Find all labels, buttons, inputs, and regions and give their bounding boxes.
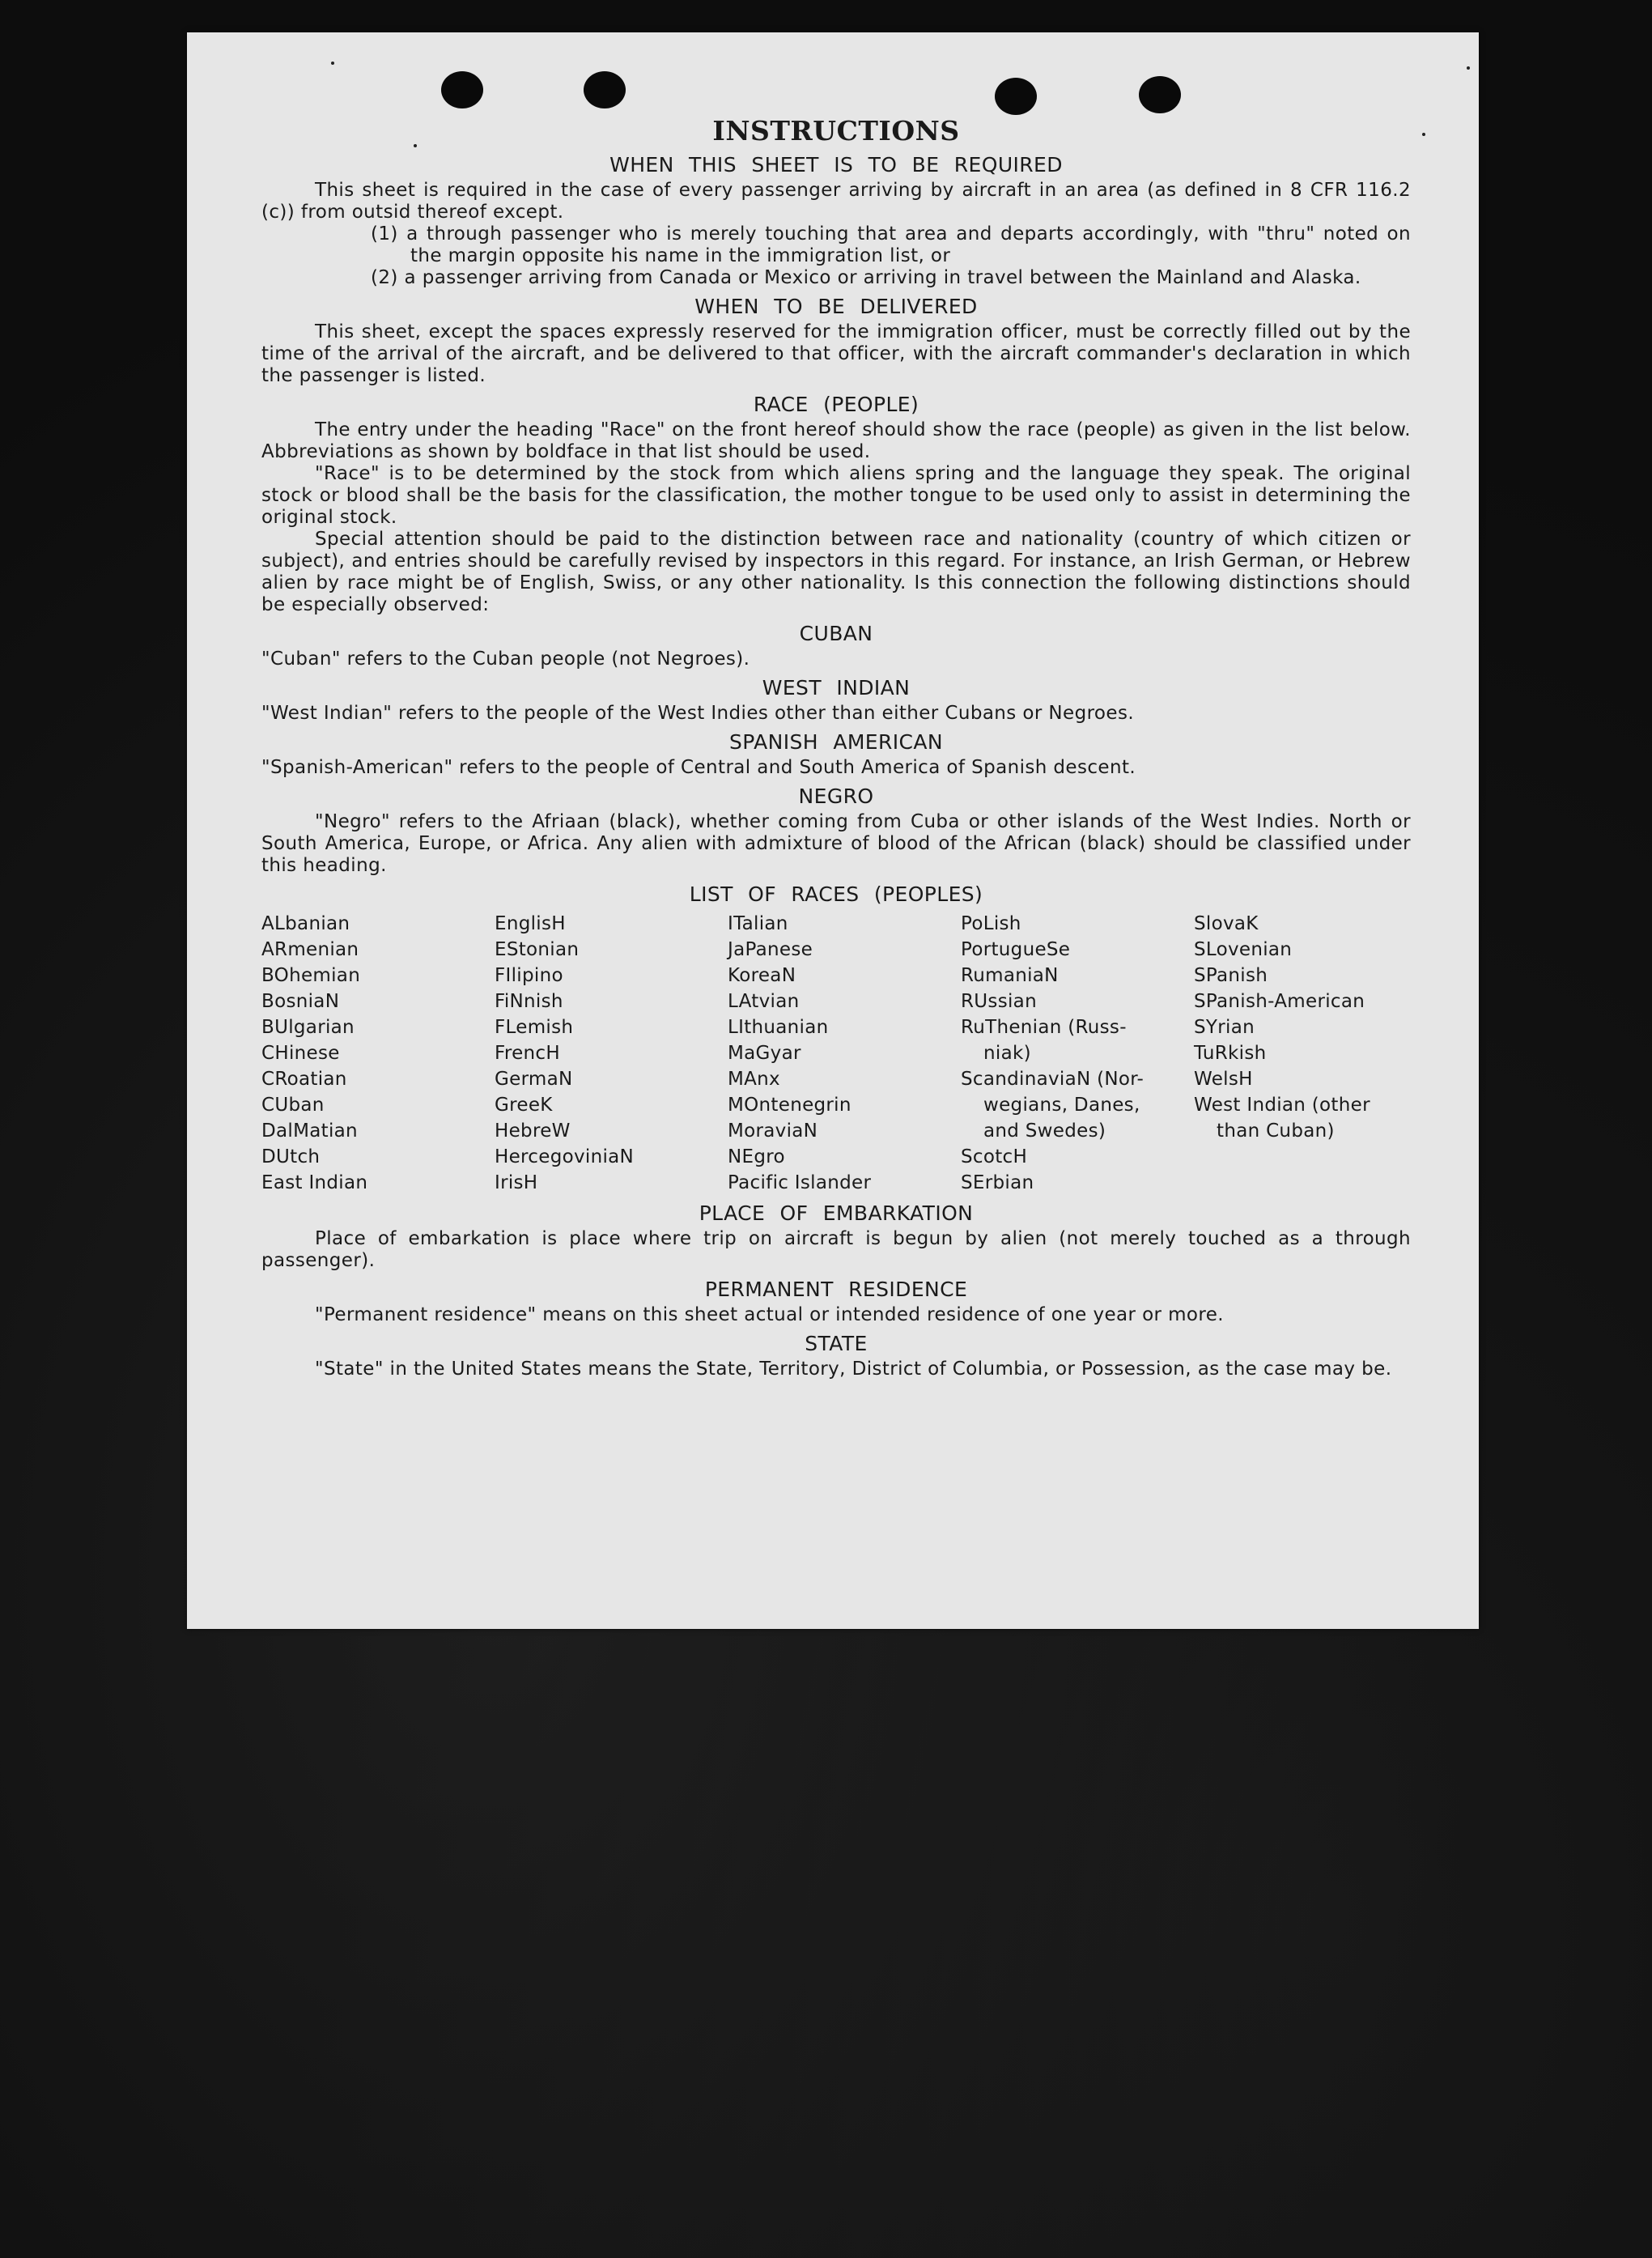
race-item: BUlgarian [261,1017,355,1038]
race-item-continuation: and Swedes) [983,1120,1106,1142]
permanent-residence-text: "Permanent residence" means on this sheet actual or intended residence of one year or more. [315,1304,1224,1325]
speck [1422,133,1425,136]
race-item: SPanish [1194,965,1268,986]
race-item: RUssian [961,991,1037,1012]
race-item: DUtch [261,1146,321,1167]
punch-hole [995,78,1037,115]
speck [1467,66,1470,70]
page-title: INSTRUCTIONS [712,115,960,147]
race-item: SErbian [961,1172,1034,1193]
race-item: FLemish [495,1017,574,1038]
race-paragraph-1: The entry under the heading "Race" on the front hereof should show the race (people) as given in the list below. Abbreviations as shown by boldface in that list should be used. [261,419,1411,462]
race-paragraph-2: "Race" is to be determined by the stock from which aliens spring and the language they speak. The original stock or blood shall be the basis for the classification, the mother tongue to be used only to assist in determining the original stock. [261,463,1411,528]
races-column-4 [961,911,1194,1196]
race-item: GreeK [495,1095,553,1116]
race-item: CRoatian [261,1069,347,1090]
race-item: DalMatian [261,1120,358,1142]
race-item: MaGyar [728,1043,801,1064]
race-item-continuation: than Cuban) [1217,1120,1335,1142]
race-item: ScandinaviaN (Nor- [961,1069,1145,1090]
race-item: MAnx [728,1069,780,1090]
race-item: EnglisH [495,913,566,934]
cuban-text: "Cuban" refers to the Cuban people (not Negroes). [261,648,750,670]
race-item: IrisH [495,1172,538,1193]
race-item: HebreW [495,1120,571,1142]
heading-required: WHEN THIS SHEET IS TO BE REQUIRED [609,153,1063,176]
race-item: Pacific Islander [728,1172,872,1193]
races-column-3 [728,911,961,1196]
spanish-american-text: "Spanish-American" refers to the people of Central and South America of Spanish descent. [261,757,1136,778]
race-item: SlovaK [1194,913,1259,934]
race-item: ITalian [728,913,788,934]
heading-race: RACE (PEOPLE) [753,393,919,416]
west-indian-text: "West Indian" refers to the people of the West Indies other than either Cubans or Negroes. [261,703,1135,724]
races-list [261,911,1411,1196]
required-intro: This sheet is required in the case of every passenger arriving by aircraft in an area (as defined in 8 CFR 116.2 (c)) from outsid thereof except. [261,180,1411,223]
race-item-continuation: wegians, Danes, [983,1095,1140,1116]
heading-list-of-races: LIST OF RACES (PEOPLES) [689,882,983,906]
race-item: ARmenian [261,939,359,960]
race-item: JaPanese [728,939,813,960]
race-item: LAtvian [728,991,800,1012]
race-item: CUban [261,1095,325,1116]
race-item: LIthuanian [728,1017,829,1038]
state-text: "State" in the United States means the State, Territory, District of Columbia, or Possession, as the case may be. [315,1359,1392,1380]
race-item: RumaniaN [961,965,1059,986]
race-item: FrencH [495,1043,560,1064]
race-item: SLovenian [1194,939,1293,960]
race-item: MoraviaN [728,1120,818,1142]
negro-text: "Negro" refers to the Afriaan (black), whether coming from Cuba or other islands of the West Indies. North or South America, Europe, or Africa. Any alien with admixture of blood of the African (black) should be classified under this heading. [261,811,1411,876]
race-item: PoLish [961,913,1021,934]
race-paragraph-3: Special attention should be paid to the distinction between race and nationality (country of which citizen or subject), and entries should be carefully revised by inspectors in this regard. For instance, an Irish German, or Hebrew alien by race might be of English, Swiss, or any other nationality. Is this connection the following distinctions should be especially observed: [261,529,1411,615]
race-item: MOntenegrin [728,1095,851,1116]
heading-permanent-residence: PERMANENT RESIDENCE [704,1278,968,1301]
heading-negro: NEGRO [798,785,874,808]
race-item: TuRkish [1194,1043,1267,1064]
race-item: SYrian [1194,1017,1255,1038]
races-column-1 [261,911,495,1196]
race-item: FIlipino [495,965,563,986]
race-item: SPanish-American [1194,991,1365,1012]
race-item: RuThenian (Russ- [961,1017,1127,1038]
punch-hole [584,71,626,108]
race-item: PortugueSe [961,939,1071,960]
instruction-sheet [187,32,1479,1629]
punch-hole [1139,76,1181,113]
heading-cuban: CUBAN [799,622,873,645]
heading-spanish-american: SPANISH AMERICAN [728,730,943,754]
race-item: EStonian [495,939,580,960]
races-column-5 [1194,911,1411,1196]
required-exception-1: (1) a through passenger who is merely touching that area and departs accordingly, with "thru" noted on the margin opposite his name in the immigration list, or [371,223,1411,266]
race-item-continuation: niak) [983,1043,1031,1064]
race-item: East Indian [261,1172,368,1193]
race-item: KoreaN [728,965,796,986]
race-item: NEgro [728,1146,785,1167]
race-item: ALbanian [261,913,350,934]
race-item: WelsH [1194,1069,1253,1090]
heading-delivered: WHEN TO BE DELIVERED [694,295,978,318]
race-item: HercegoviniaN [495,1146,635,1167]
race-item: West Indian (other [1194,1095,1370,1116]
race-item: CHinese [261,1043,340,1064]
delivered-text: This sheet, except the spaces expressly reserved for the immigration officer, must be correctly filled out by the time of the arrival of the aircraft, and be delivered to that officer, with the aircraft commander's declaration in which the passenger is listed. [261,321,1411,386]
races-column-2 [495,911,728,1196]
race-item: GermaN [495,1069,573,1090]
heading-west-indian: WEST INDIAN [762,676,911,700]
punch-hole [441,71,483,108]
speck [331,62,334,65]
race-item: ScotcH [961,1146,1028,1167]
heading-embarkation: PLACE OF EMBARKATION [699,1201,974,1225]
race-item: BosniaN [261,991,340,1012]
race-item: BOhemian [261,965,361,986]
instructions-content [261,115,1411,1380]
required-exception-2: (2) a passenger arriving from Canada or Mexico or arriving in travel between the Mainland and Alaska. [371,267,1361,288]
heading-state: STATE [805,1332,868,1355]
race-item: FiNnish [495,991,563,1012]
embarkation-text: Place of embarkation is place where trip on aircraft is begun by alien (not merely touched as a through passenger). [261,1228,1411,1271]
